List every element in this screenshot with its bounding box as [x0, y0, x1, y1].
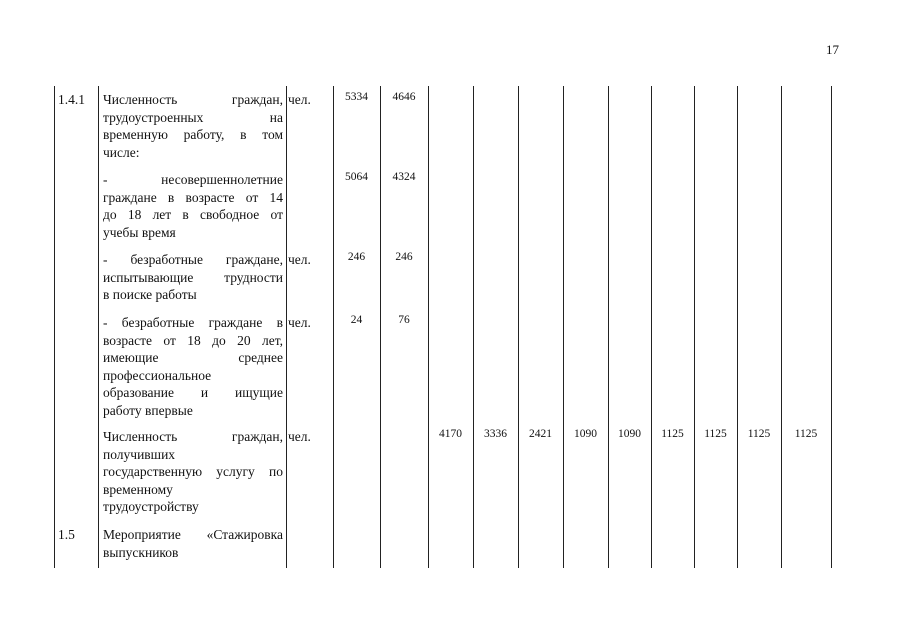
row-text-line: трудоустроенных на [103, 109, 283, 125]
row-text-line: профессиональное [103, 367, 212, 383]
table-rule [286, 86, 287, 568]
row-text-line: выпускников [103, 544, 179, 560]
table-rule [737, 86, 738, 568]
row-text-line: государственную услугу по [103, 464, 283, 479]
value-cell: 4324 [392, 171, 416, 183]
row-text-line: возрасте от 18 до 20 лет, [103, 332, 283, 348]
row-text-line: работу впервые [103, 402, 193, 418]
value-cell: 1125 [704, 428, 727, 440]
value-cell: 1090 [618, 428, 641, 440]
table-rule [563, 86, 564, 568]
row-text-line: Мероприятие «Стажировка [103, 527, 283, 542]
value-cell: 5334 [345, 91, 368, 103]
unit-cell: чел. [288, 92, 311, 107]
unit-cell: чел. [288, 315, 311, 330]
unit-cell: чел. [288, 252, 311, 267]
row-text-line: трудоустройству [103, 499, 199, 514]
value-cell: 1090 [574, 428, 597, 440]
unit-cell: чел. [288, 429, 311, 444]
table-rule [380, 86, 381, 568]
row-text-line: учебы время [103, 224, 176, 240]
row-text-line: испытывающие трудности [103, 269, 283, 285]
row-text-line: Численность граждан, [103, 429, 283, 444]
value-cell: 76 [398, 314, 410, 326]
value-cell: 3336 [484, 428, 507, 440]
row-text-line: получивших [103, 446, 176, 462]
row-text-line: временную работу, в том [103, 127, 283, 142]
value-cell: 4170 [439, 428, 462, 440]
row-text-line: образование и ищущие [103, 385, 283, 400]
value-cell: 4646 [392, 91, 416, 103]
row-text-line: граждане в возрасте от 14 [103, 189, 283, 205]
value-cell: 246 [395, 251, 413, 263]
value-cell: 1125 [794, 428, 818, 440]
row-text-line: временному [103, 481, 173, 497]
table-rule [98, 86, 99, 568]
value-cell: 1125 [747, 428, 771, 440]
page-number: 17 [826, 42, 839, 57]
row-code: 1.4.1 [58, 92, 85, 107]
row-text-line: - несовершеннолетние [103, 172, 283, 187]
table-rule [608, 86, 609, 568]
table-rule [518, 86, 519, 568]
table-rule [333, 86, 334, 568]
table-rule [651, 86, 652, 568]
row-text-line: до 18 лет в свободное от [103, 207, 283, 222]
row-text-line: Численность граждан, [103, 92, 283, 107]
table-rule [473, 86, 474, 568]
value-cell: 24 [350, 314, 363, 326]
table-rule [694, 86, 695, 568]
value-cell: 246 [347, 251, 366, 263]
row-text-line: числе: [103, 144, 140, 160]
table-rule [831, 86, 832, 568]
table-rule [781, 86, 782, 568]
row-code: 1.5 [58, 527, 75, 542]
row-text-line: - безработные граждане, [103, 252, 283, 267]
row-text-line: - безработные граждане в [103, 315, 283, 330]
value-cell: 1125 [661, 428, 684, 440]
row-text-line: в поиске работы [103, 287, 197, 302]
row-text-line: имеющие среднее [103, 350, 283, 365]
table-rule [54, 86, 55, 568]
value-cell: 5064 [345, 171, 368, 183]
table-rule [428, 86, 429, 568]
value-cell: 2421 [529, 428, 552, 440]
